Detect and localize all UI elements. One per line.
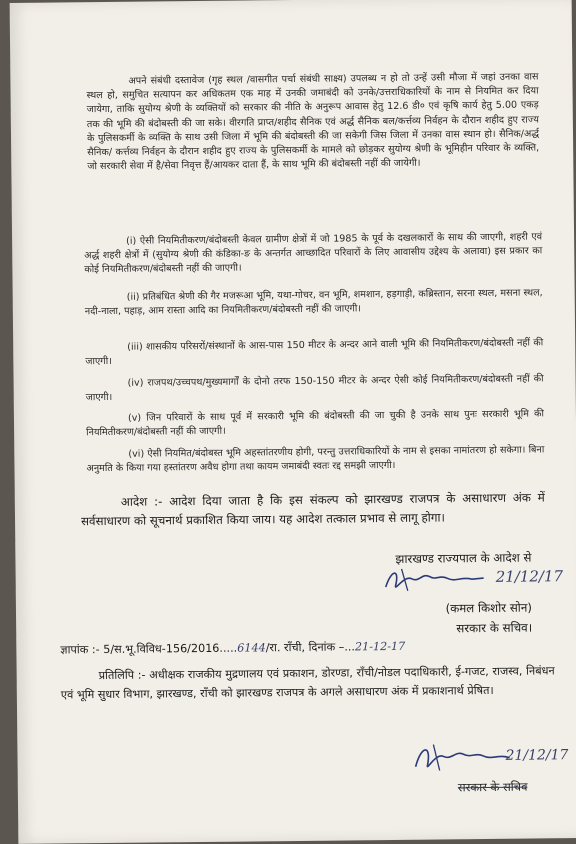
memo-handwritten-number: 6144 <box>237 641 266 655</box>
signatory-designation: सरकार के सचिव। <box>456 620 533 636</box>
order-line: झारखण्ड राज्यपाल के आदेश से <box>395 550 532 566</box>
memo-prefix: ज्ञापांक :- 5/स.भू.विविध-156/2016..... <box>60 641 238 657</box>
bottom-designation: सरकार के सचिव <box>457 779 528 795</box>
memo-mid: /रा. राँची, दिनांक –... <box>265 640 356 655</box>
secretary-signature <box>382 564 492 597</box>
clause-vi: (vi) ऐसी नियमित/बंदोबस्त भूमि अहस्तांतरणीय होगी, परन्तु उत्तराधिकारियों के नाम से इसका नामांतरण हो सकेगा। बिना अनुमति के किया गया हस्तांतरण अवैध होगा तथा कायम जमाबंदी स्वतः रद्द समझी जाएगी। <box>86 444 545 475</box>
signatory-name: (कमल किशोर सोन) <box>445 600 533 616</box>
memo-number-line <box>60 637 560 657</box>
order-paragraph: आदेश :- आदेश दिया जाता है कि इस संकल्प को झारखण्ड राजपत्र के असाधारण अंक में सर्वसाधारण को सूचनार्थ प्रकाशित किया जाय। यह आदेश तत्काल प्रभाव से लागू होगा। <box>80 490 545 529</box>
intro-paragraph: अपने संबंधी दस्तावेज (गृह स्थल /वासगीत पर्चा संबंधी साक्ष्य) उपलब्ध न हो तो उन्हें उसी मौजा में जहां उनका वास स्थल हो, समुचित सत्यापन कर अधिकतम एक माह में उनकी जमाबंदी को उनके/उत्तराधिकारियों के नाम से नियमित कर दिया जायेगा, ताकि सुयोग्य श्रेणी के व्यक्तियों को सरकार की नीति के अनुरूप आवास हेतु 12.6 डी० एवं कृषि कार्य हेतु 5.00 एकड़ तक की भूमि की बंदोबस्ती की जा सके। वीरगति प्राप्त/शहीद सैनिक एवं अर्द्ध सैनिक बल/कर्त्तव्य निर्वहन के दौरान शहीद हुए राज्य के पुलिसकर्मी के व्यक्ति के साथ उसी जिला में भूमि की बंदोबस्ती की जा सकेगी जिस जिला में उनका वास स्थान हो। सैनिक/अर्द्ध सैनिक/ कर्त्तव्य निर्वहन के दौरान शहीद हुए राज्य के पुलिसकर्मी के मामले को छोड़कर सुयोग्य श्रेणी के भूमिहीन परिवार के व्यक्ति, जो सरकारी सेवा में है/सेवा निवृत्त हैं/आयकर दाता हैं, के साथ भूमि की बंदोबस्ती नहीं की जायेगी। <box>86 71 540 173</box>
clause-ii: (ii) प्रतिबंधित श्रेणी की गैर मजरूआ भूमि, यथा-गोचर, वन भूमि, शमशान, हड़गाड़ी, कब्रिस्तान, सरना स्थल, मसना स्थल, नदी-नाला, पहाड़, आम रास्ता आदि का नियमितीकरण/बंदोबस्ती नहीं की जाएगी। <box>84 287 543 318</box>
clause-iii: (iii) शासकीय परिसरों/संस्थानों के आस-पास 150 मीटर के अन्दर आने वाली भूमि की नियमितीकरण/बंदोबस्ती नहीं की जाएगी। <box>85 337 544 368</box>
bottom-signature-date: 21/12/17 <box>505 747 569 764</box>
memo-handwritten-date: 21-12-17 <box>354 639 406 654</box>
document-page <box>10 0 576 844</box>
clause-iv: (iv) राजपथ/उच्चपथ/मुख्यमार्गों के दोनो तरफ 150-150 मीटर के अन्दर ऐसी कोई नियमितीकरण/बंदोबस्ती नहीं की जाएगी। <box>85 373 544 404</box>
clause-i: (i) ऐसी नियमितीकरण/बंदोबस्ती केवल ग्रामीण क्षेत्रों में जो 1985 के पूर्व के दखलकारों के साथ की जाएगी, शहरी एवं अर्द्ध शहरी क्षेत्रों में (सुयोग्य श्रेणी की कंडिका-ङ के अन्तर्गत आच्छादित परिवारों के लिए आवासीय उद्देश्य के अलावा) इस प्रकार का कोई नियमितीकरण/बंदोबस्ती नहीं की जाएगी। <box>84 231 543 276</box>
copy-to-paragraph: प्रतिलिपि :- अधीक्षक राजकीय मुद्रणालय एवं प्रकाशन, डोरण्डा, राँची/नोडल पदाधिकारी, ई-गजट, राजस्व, निबंधन एवं भूमि सुधार विभाग, झारखण्ड, राँची को झारखण्ड राजपत्र के अगले असाधारण अंक में प्रकाशनार्थ प्रेषित। <box>60 664 555 702</box>
signature-date: 21/12/17 <box>495 567 564 586</box>
clause-v: (v) जिन परिवारों के साथ पूर्व में सरकारी भूमि की बंदोबस्ती की जा चुकी है उनके साथ पुनः सरकारी भूमि की नियमितीकरण/बंदोबस्ती नहीं की जाएगी। <box>86 408 545 439</box>
